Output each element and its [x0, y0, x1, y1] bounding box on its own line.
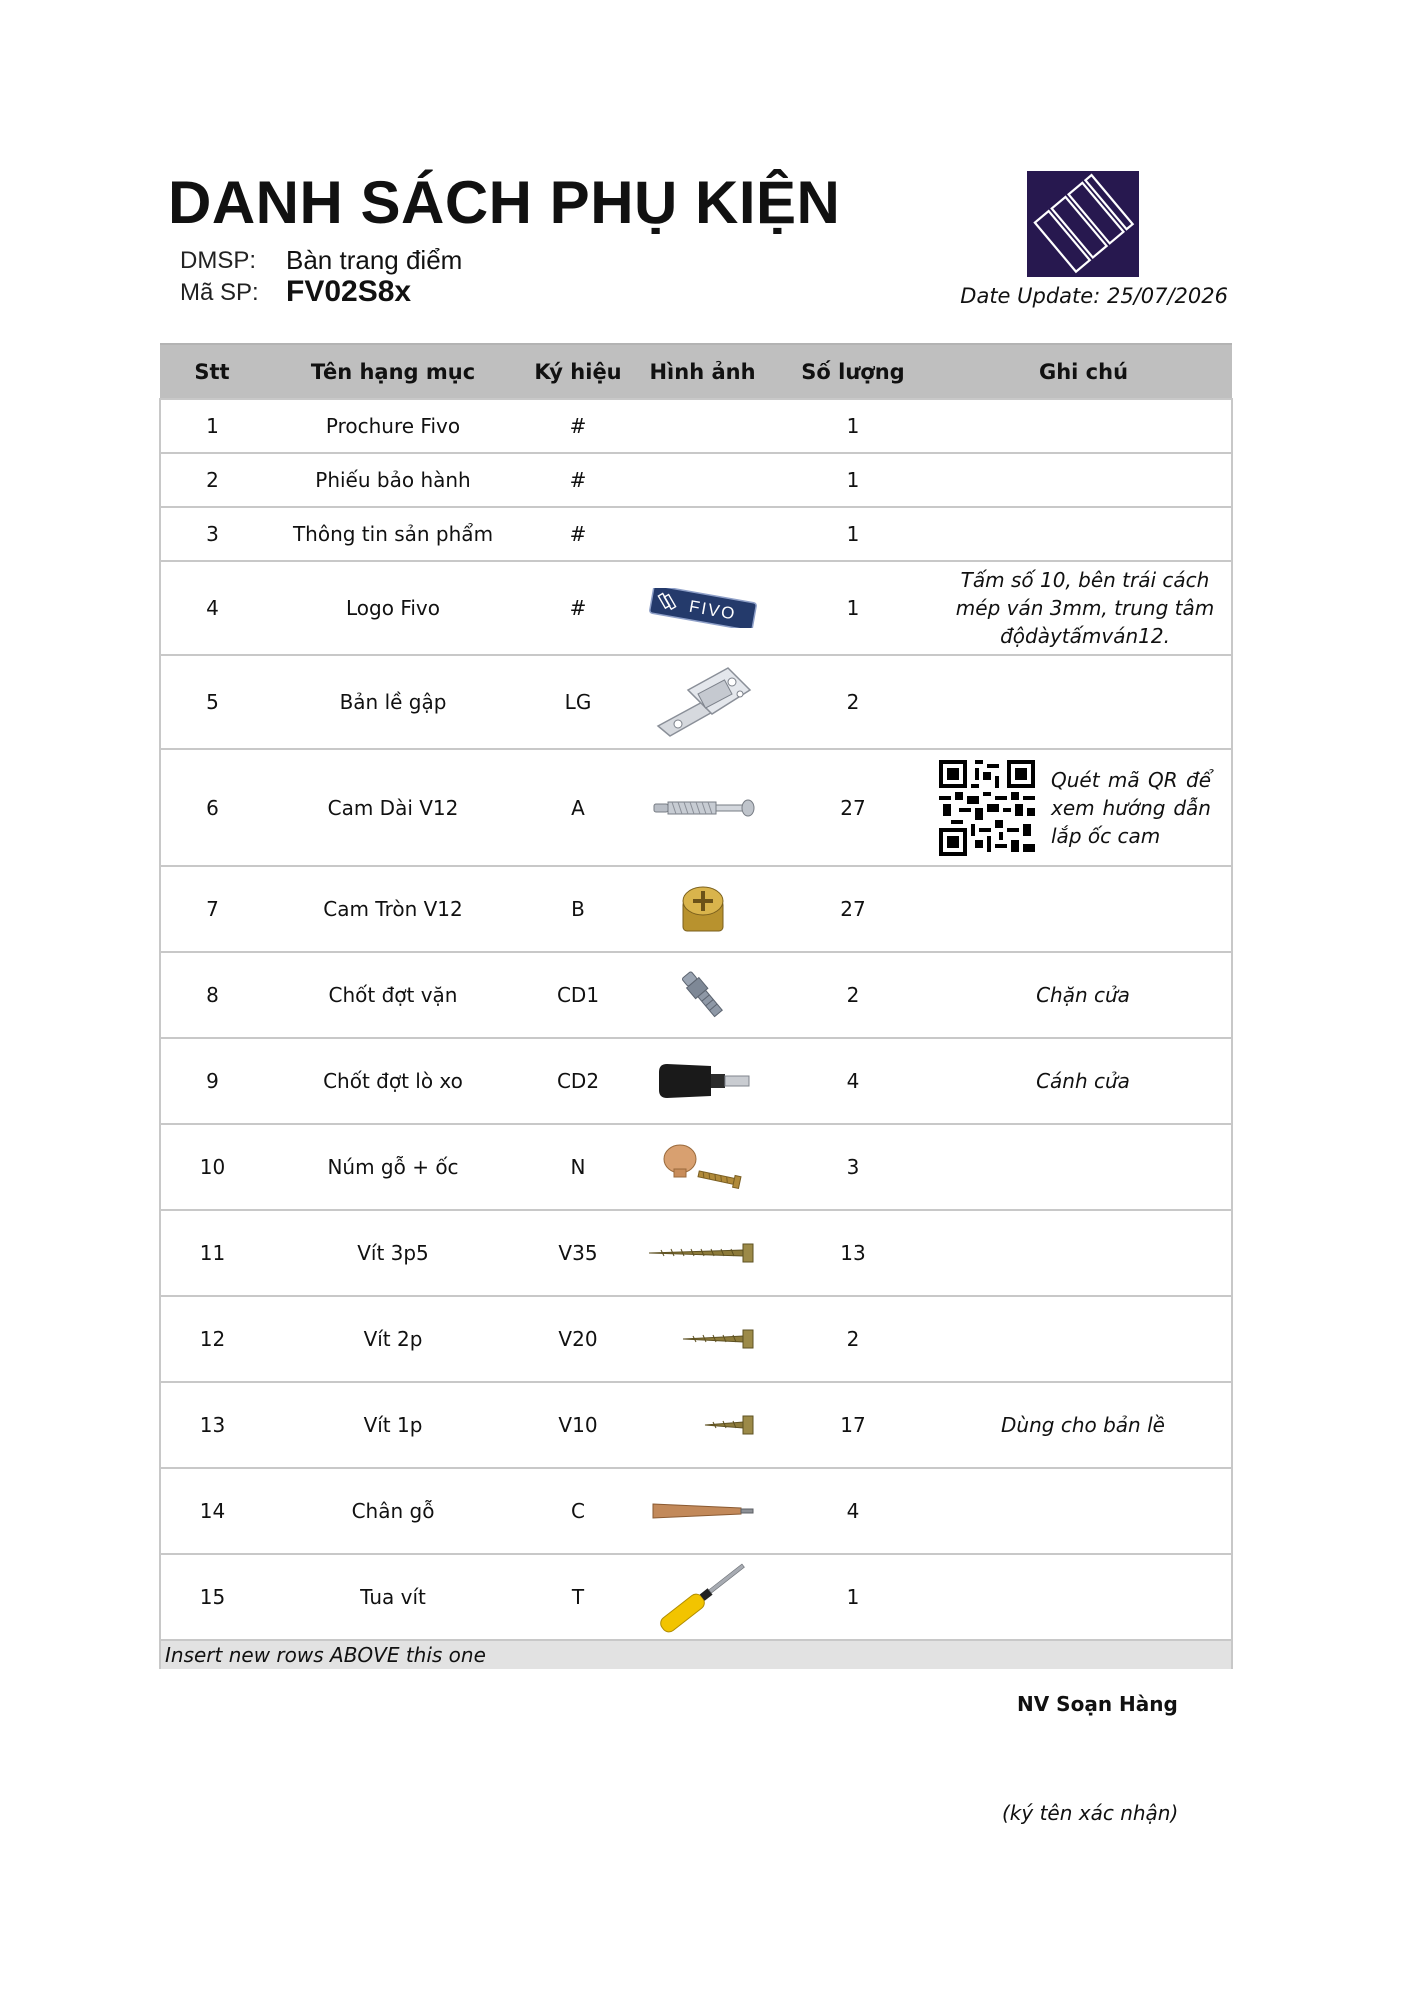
- table-row: [160, 453, 1232, 507]
- spring-pin-icon: [653, 1056, 753, 1106]
- column-header-name: Tên hạng mục: [264, 344, 522, 399]
- cell-note: Chặn cửa: [935, 952, 1232, 1038]
- cell-quantity: 3: [771, 1124, 935, 1210]
- cell-image: [634, 1554, 771, 1640]
- column-header-image: Hình ảnh: [634, 344, 771, 399]
- logo-plate-icon: [647, 588, 759, 628]
- cell-image: [634, 1210, 771, 1296]
- cell-stt: 2: [160, 453, 264, 507]
- cell-note: [935, 1296, 1232, 1382]
- table-row: [160, 1554, 1232, 1640]
- cell-quantity: 2: [771, 952, 935, 1038]
- cell-image: [634, 866, 771, 952]
- cell-name: Chốt đợt lò xo: [264, 1038, 522, 1124]
- masp-label: Mã SP:: [180, 279, 259, 306]
- cell-note: [935, 749, 1232, 866]
- cell-quantity: 1: [771, 1554, 935, 1640]
- table-row: [160, 507, 1232, 561]
- screwdriver-icon: [648, 1559, 758, 1635]
- cell-quantity: 4: [771, 1468, 935, 1554]
- cell-code: #: [522, 561, 634, 655]
- cell-code: #: [522, 399, 634, 453]
- cell-quantity: 1: [771, 453, 935, 507]
- table-row: [160, 749, 1232, 866]
- cell-name: Chân gỗ: [264, 1468, 522, 1554]
- cell-name: Cam Dài V12: [264, 749, 522, 866]
- cell-image: [634, 561, 771, 655]
- table-row: [160, 1296, 1232, 1382]
- cell-stt: 5: [160, 655, 264, 749]
- table-row: [160, 866, 1232, 952]
- cell-quantity: 27: [771, 866, 935, 952]
- screw-short-icon: [647, 1410, 759, 1440]
- cell-code: V10: [522, 1382, 634, 1468]
- cell-image: [634, 1296, 771, 1382]
- cell-code: #: [522, 453, 634, 507]
- cell-note: [935, 1554, 1232, 1640]
- brand-logo: [1027, 171, 1139, 277]
- cell-note: [935, 866, 1232, 952]
- table-header-row: [160, 344, 1232, 399]
- cell-note: [935, 655, 1232, 749]
- cell-name: Prochure Fivo: [264, 399, 522, 453]
- cell-name: Chốt đợt vặn: [264, 952, 522, 1038]
- cell-image: [634, 453, 771, 507]
- cell-note: Cánh cửa: [935, 1038, 1232, 1124]
- qr-code-icon: [939, 760, 1035, 856]
- cell-name: Tua vít: [264, 1554, 522, 1640]
- cell-name: Bản lề gập: [264, 655, 522, 749]
- cell-stt: 6: [160, 749, 264, 866]
- page-title: DANH SÁCH PHỤ KIỆN: [168, 169, 841, 236]
- cell-stt: 4: [160, 561, 264, 655]
- signature-confirm: (ký tên xác nhận): [1002, 1801, 1179, 1825]
- brand-logo-icon: [1027, 171, 1139, 277]
- table-row: [160, 1382, 1232, 1468]
- screw-long-icon: [647, 1238, 759, 1268]
- screw-medium-icon: [647, 1324, 759, 1354]
- cell-code: B: [522, 866, 634, 952]
- cell-quantity: 13: [771, 1210, 935, 1296]
- column-header-note: Ghi chú: [935, 344, 1232, 399]
- wood-leg-icon: [647, 1496, 759, 1526]
- cell-quantity: 27: [771, 749, 935, 866]
- column-header-quantity: Số lượng: [771, 344, 935, 399]
- cell-image: [634, 749, 771, 866]
- cell-quantity: 1: [771, 561, 935, 655]
- screw-pin-icon: [673, 965, 733, 1025]
- masp-value: FV02S8x: [286, 275, 412, 308]
- cell-image: [634, 1382, 771, 1468]
- cell-quantity: 1: [771, 399, 935, 453]
- cell-code: A: [522, 749, 634, 866]
- cell-code: CD1: [522, 952, 634, 1038]
- cam-lock-icon: [673, 879, 733, 939]
- cell-name: Cam Tròn V12: [264, 866, 522, 952]
- cell-name: Núm gỗ + ốc: [264, 1124, 522, 1210]
- cell-name: Vít 3p5: [264, 1210, 522, 1296]
- cell-quantity: 1: [771, 507, 935, 561]
- cell-code: T: [522, 1554, 634, 1640]
- accessory-table: [159, 343, 1233, 1669]
- table-row: [160, 952, 1232, 1038]
- cell-code: LG: [522, 655, 634, 749]
- cell-name: Thông tin sản phẩm: [264, 507, 522, 561]
- cell-stt: 12: [160, 1296, 264, 1382]
- cell-code: V20: [522, 1296, 634, 1382]
- cell-stt: 3: [160, 507, 264, 561]
- signer-role: NV Soạn Hàng: [1017, 1692, 1178, 1716]
- table-row: [160, 1124, 1232, 1210]
- cell-image: [634, 655, 771, 749]
- dmsp-value: Bàn trang điểm: [286, 245, 463, 275]
- cell-note: [935, 453, 1232, 507]
- cell-quantity: 4: [771, 1038, 935, 1124]
- cell-stt: 7: [160, 866, 264, 952]
- cell-code: CD2: [522, 1038, 634, 1124]
- cell-image: [634, 1038, 771, 1124]
- wood-knob-icon: [658, 1139, 748, 1195]
- table-row: [160, 655, 1232, 749]
- cell-image: [634, 952, 771, 1038]
- table-footer-row: [160, 1640, 1232, 1669]
- table-row: [160, 1468, 1232, 1554]
- column-header-code: Ký hiệu: [522, 344, 634, 399]
- cell-stt: 10: [160, 1124, 264, 1210]
- cell-stt: 13: [160, 1382, 264, 1468]
- table-row: [160, 399, 1232, 453]
- cell-image: [634, 507, 771, 561]
- cell-quantity: 2: [771, 1296, 935, 1382]
- cell-stt: 9: [160, 1038, 264, 1124]
- cell-image: [634, 1124, 771, 1210]
- cell-note: [935, 1210, 1232, 1296]
- cell-quantity: 2: [771, 655, 935, 749]
- qr-instruction-text: Quét mã QR để xem hướng dẫn lắp ốc cam: [1051, 767, 1211, 848]
- cam-bolt-icon: [648, 793, 758, 823]
- hinge-icon: [648, 660, 758, 744]
- cell-stt: 14: [160, 1468, 264, 1554]
- dmsp-label: DMSP:: [180, 247, 257, 274]
- column-header-stt: Stt: [160, 344, 264, 399]
- cell-name: Phiếu bảo hành: [264, 453, 522, 507]
- cell-stt: 11: [160, 1210, 264, 1296]
- cell-note: [935, 507, 1232, 561]
- table-row: [160, 561, 1232, 655]
- cell-name: Vít 1p: [264, 1382, 522, 1468]
- cell-code: N: [522, 1124, 634, 1210]
- cell-image: [634, 1468, 771, 1554]
- cell-image: [634, 399, 771, 453]
- date-update: Date Update: 25/07/2026: [960, 284, 1228, 308]
- cell-stt: 8: [160, 952, 264, 1038]
- cell-note: [935, 399, 1232, 453]
- cell-code: V35: [522, 1210, 634, 1296]
- cell-note: [935, 1124, 1232, 1210]
- cell-name: Vít 2p: [264, 1296, 522, 1382]
- cell-code: C: [522, 1468, 634, 1554]
- insert-rows-hint: Insert new rows ABOVE this one: [160, 1640, 1232, 1669]
- cell-stt: 1: [160, 399, 264, 453]
- cell-note: Dùng cho bản lề: [935, 1382, 1232, 1468]
- table-row: [160, 1210, 1232, 1296]
- cell-note: [935, 1468, 1232, 1554]
- logo-plate-text: FIVO: [687, 596, 738, 624]
- cell-quantity: 17: [771, 1382, 935, 1468]
- cell-name: Logo Fivo: [264, 561, 522, 655]
- cell-note: Tấm số 10, bên trái cách mép ván 3mm, trung tâm độdàytấmván12.: [935, 561, 1232, 655]
- table-row: [160, 1038, 1232, 1124]
- cell-code: #: [522, 507, 634, 561]
- cell-stt: 15: [160, 1554, 264, 1640]
